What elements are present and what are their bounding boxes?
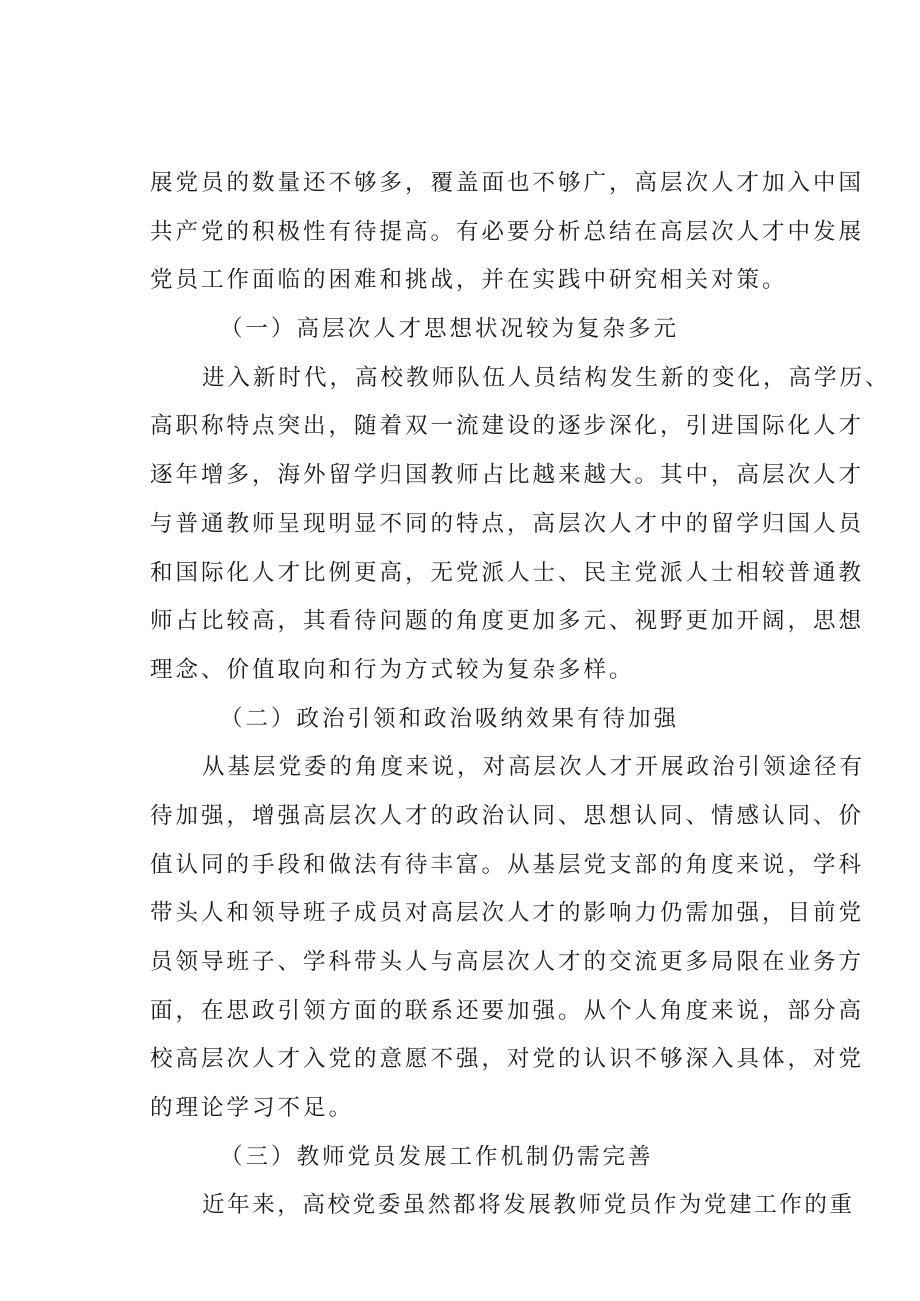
document-body — [150, 159, 891, 1230]
section-heading-1: （一）高层次人才思想状况较为复杂多元 — [220, 316, 680, 343]
section-heading-2: （二）政治引领和政治吸纳效果有待加强 — [220, 705, 680, 732]
body-line: 带头人和领导班子成员对高层次人才的影响力仍需加强，目前党 — [150, 900, 865, 927]
body-line: 员领导班子、学科带头人与高层次人才的交流更多局限在业务方 — [150, 949, 865, 975]
body-line: 共产党的积极性有待提高。有必要分析总结在高层次人才中发展 — [150, 218, 865, 245]
body-line: 的理论学习不足。 — [150, 1095, 355, 1122]
body-line: 与普通教师呈现明显不同的特点，高层次人才中的留学归国人员 — [150, 510, 865, 537]
section-heading-3: （三）教师党员发展工作机制仍需完善 — [220, 1143, 654, 1170]
body-line: 逐年增多，海外留学归国教师占比越来越大。其中，高层次人才 — [150, 462, 865, 489]
body-line: 待加强，增强高层次人才的政治认同、思想认同、情感认同、价 — [150, 802, 865, 829]
body-line: 党员工作面临的困难和挑战，并在实践中研究相关对策。 — [150, 267, 788, 294]
body-line: 高职称特点突出，随着双一流建设的逐步深化，引进国际化人才 — [150, 413, 865, 440]
body-line: 展党员的数量还不够多，覆盖面也不够广，高层次人才加入中国 — [150, 170, 865, 196]
body-line: 理念、价值取向和行为方式较为复杂多样。 — [150, 656, 635, 683]
body-line: 面，在思政引领方面的联系还要加强。从个人角度来说，部分高 — [150, 997, 865, 1024]
paragraph-start-line: 进入新时代，高校教师队伍人员结构发生新的变化，高学历、 — [202, 364, 891, 391]
body-line: 和国际化人才比例更高，无党派人士、民主党派人士相较普通教 — [150, 559, 865, 586]
body-line: 值认同的手段和做法有待丰富。从基层党支部的角度来说，学科 — [150, 851, 865, 878]
body-line: 师占比较高，其看待问题的角度更加多元、视野更加开阔，思想 — [150, 608, 865, 635]
body-line: 校高层次人才入党的意愿不强，对党的认识不够深入具体，对党 — [150, 1046, 865, 1073]
paragraph-start-line: 近年来，高校党委虽然都将发展教师党员作为党建工作的重 — [202, 1192, 855, 1219]
paragraph-start-line: 从基层党委的角度来说，对高层次人才开展政治引领途径有 — [202, 754, 866, 781]
